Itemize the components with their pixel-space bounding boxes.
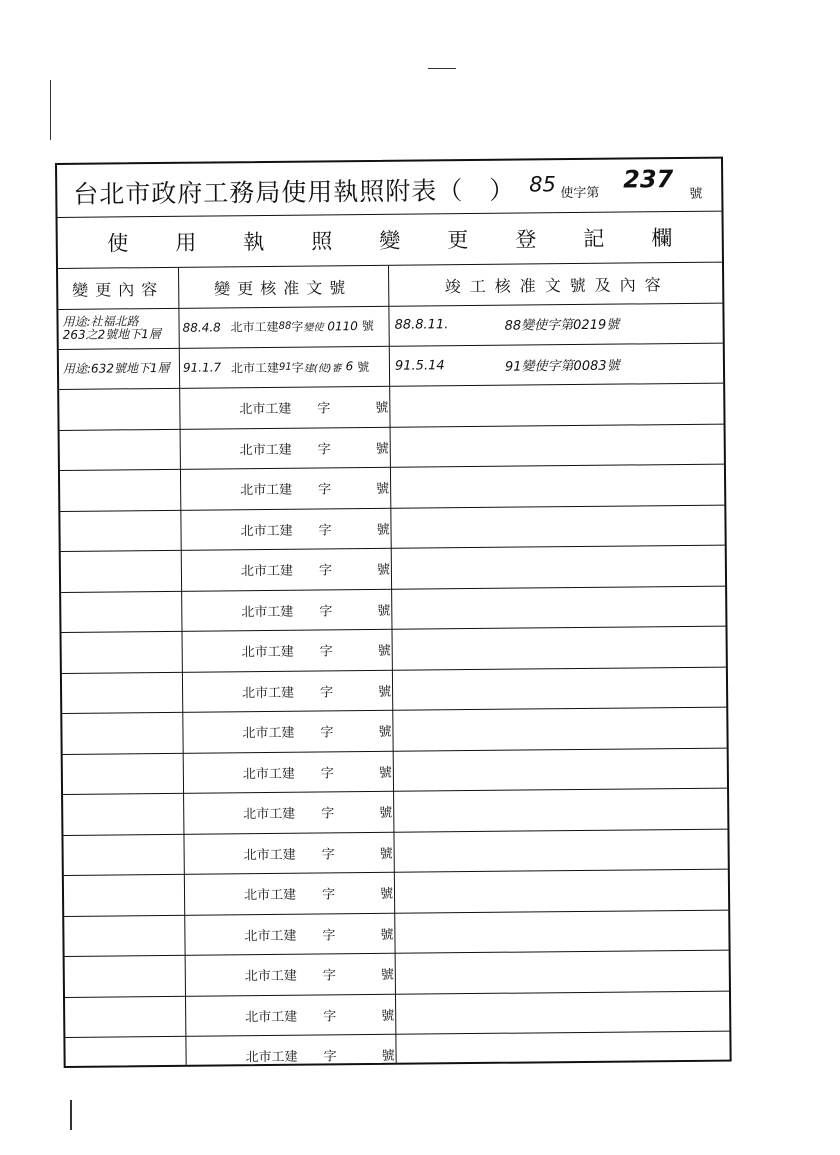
approval-date: 91.1.7 [182, 360, 222, 376]
approval-office: 北市工建 [245, 1009, 298, 1025]
approval-office: 北市工建 [240, 563, 294, 580]
scan-margin-mark [428, 68, 456, 69]
change-approval-cell [245, 994, 395, 1035]
approval-number-suffix: 號 [379, 846, 393, 862]
table-row [65, 991, 729, 1038]
change-content-cell [62, 308, 176, 349]
completion-date: 91.5.14 [394, 358, 445, 374]
approval-char: 字 [318, 523, 332, 539]
change-approval-cell [245, 1035, 395, 1076]
table-row [58, 303, 722, 350]
approval-char: 字 [321, 887, 336, 903]
banner-char: 用 [175, 230, 197, 255]
form-title-row [57, 159, 721, 218]
license-number: 237 [623, 165, 674, 194]
approval-office: 北市工建 [240, 482, 293, 499]
table-row [63, 748, 727, 795]
approval-office: 北市工建 [239, 442, 292, 458]
change-content-cell [63, 348, 177, 389]
table-row [60, 465, 724, 512]
change-approval-cell [244, 873, 394, 914]
approval-char: 字 [322, 928, 336, 944]
approval-number-suffix: 號 [375, 401, 389, 417]
table-row [59, 384, 723, 431]
change-approval-cell [239, 387, 389, 428]
approval-char: 字 [320, 725, 334, 741]
approval-office: 北市工建 [243, 847, 296, 863]
approval-char: 字 [323, 1049, 337, 1065]
approval-year-note: 91 [278, 361, 292, 373]
approval-char: 字 [320, 685, 334, 701]
header-completion-approval: 竣工核准文號及內容 [444, 274, 670, 296]
change-approval-cell [240, 427, 390, 468]
table-row [62, 667, 726, 714]
approval-number-suffix: 號 [376, 482, 390, 498]
approval-char: 字 [322, 968, 336, 984]
change-approval-cell [183, 346, 387, 387]
approval-sub-note: 變使 [303, 322, 324, 334]
completion-date: 88.8.11. [394, 317, 449, 333]
approval-office: 北市工建 [243, 806, 296, 823]
approval-doc-no: 0110 [327, 318, 358, 334]
change-approval-cell [182, 306, 386, 347]
approval-char: 字 [318, 482, 332, 498]
change-approval-cell [242, 711, 392, 752]
approval-office: 北市工建 [230, 320, 279, 335]
approval-number-suffix: 號 [378, 725, 392, 741]
change-approval-cell [241, 589, 391, 630]
banner-char: 執 [243, 229, 265, 254]
table-row [63, 789, 727, 836]
table-row [63, 829, 727, 876]
approval-number-suffix: 號 [381, 1008, 395, 1024]
license-year: 85 [529, 172, 557, 197]
change-content-line: 263之2號地下1層 [62, 326, 161, 342]
completion-content: 88變使字第0219號 [504, 317, 620, 334]
banner-char: 記 [583, 226, 605, 251]
approval-char: 字 [291, 319, 304, 334]
approval-number-suffix: 號 [375, 441, 389, 457]
license-suffix: 號 [689, 186, 703, 202]
approval-office: 北市工建 [242, 766, 295, 782]
approval-number-suffix: 號 [377, 644, 391, 660]
approval-office: 北市工建 [244, 928, 297, 944]
approval-year-note: 88 [278, 320, 292, 333]
approval-number-suffix: 號 [380, 968, 394, 984]
change-registration-banner [58, 211, 722, 269]
approval-char: 字 [319, 604, 333, 620]
approval-number-suffix: 號 [378, 765, 392, 781]
change-approval-cell [241, 549, 391, 590]
change-approval-cell [242, 630, 392, 671]
approval-doc-no: 6 [345, 359, 354, 374]
form-title: 台北市政府工務局使用執照附表（ ） [73, 175, 516, 209]
table-row [65, 1032, 729, 1078]
table-row [64, 870, 728, 917]
table-row [60, 424, 724, 471]
header-change-content: 變更內容 [72, 279, 165, 300]
banner-char: 照 [311, 228, 333, 254]
change-approval-cell [243, 832, 393, 873]
banner-char: 更 [447, 227, 469, 252]
banner-char: 欄 [651, 225, 673, 250]
approval-office: 北市工建 [240, 523, 293, 539]
approval-number-suffix: 號 [380, 927, 394, 943]
approval-number-suffix: 號 [357, 359, 370, 374]
approval-char: 字 [321, 806, 335, 822]
change-approval-cell [240, 508, 390, 549]
change-approval-cell [243, 792, 393, 833]
approval-char: 字 [321, 847, 335, 863]
approval-office: 北市工建 [239, 401, 292, 418]
header-change-approval: 變更核准文號 [214, 277, 353, 298]
approval-char: 字 [318, 563, 333, 579]
change-content-line: 用途:632號地下1層 [62, 360, 170, 376]
table-row [65, 951, 729, 998]
completion-cell [394, 303, 724, 346]
change-approval-cell [244, 913, 394, 954]
approval-date: 88.4.8 [182, 320, 221, 335]
approval-office: 北市工建 [230, 360, 280, 376]
table-row [62, 627, 726, 674]
approval-number-suffix: 號 [379, 887, 394, 903]
approval-number-suffix: 號 [378, 684, 392, 700]
approval-number-suffix: 號 [376, 522, 390, 538]
change-approval-cell [245, 954, 395, 995]
banner-char: 變 [379, 228, 401, 253]
approval-char: 字 [320, 766, 334, 782]
completion-cell [395, 343, 725, 386]
approval-char: 字 [317, 442, 331, 458]
license-attachment-form [55, 157, 732, 1068]
approval-number-suffix: 號 [377, 603, 391, 619]
approval-office: 北市工建 [241, 644, 294, 661]
approval-number-suffix: 號 [379, 806, 393, 822]
table-row [61, 586, 725, 633]
approval-office: 北市工建 [242, 685, 295, 701]
approval-sub-note: 建(使)審 [303, 363, 342, 375]
table-row [61, 546, 725, 593]
approval-office: 北市工建 [242, 725, 295, 742]
table-row [59, 343, 723, 390]
approval-office: 北市工建 [245, 1049, 298, 1066]
approval-office: 北市工建 [243, 887, 297, 904]
approval-office: 北市工建 [241, 604, 294, 620]
registration-rows [58, 303, 729, 1078]
approval-char: 字 [291, 360, 304, 375]
license-word: 使字第 [560, 185, 600, 202]
banner-char: 登 [515, 226, 537, 252]
approval-number-suffix: 號 [376, 563, 391, 579]
approval-char: 字 [317, 401, 331, 417]
scan-margin-mark [70, 1100, 72, 1130]
completion-content: 91變使字第0083號 [504, 358, 620, 375]
approval-char: 字 [319, 644, 333, 660]
table-row [62, 708, 726, 755]
change-approval-cell [243, 751, 393, 792]
table-row [64, 910, 728, 957]
approval-office: 北市工建 [244, 968, 297, 985]
change-content-line: 用途:社福北路 [62, 313, 139, 329]
change-approval-cell [242, 670, 392, 711]
approval-char: 字 [323, 1009, 337, 1025]
approval-number-suffix: 號 [381, 1049, 395, 1065]
table-row [60, 505, 724, 552]
scan-margin-mark [50, 80, 51, 140]
banner-char: 使 [107, 230, 129, 256]
change-approval-cell [240, 468, 390, 509]
approval-number-suffix: 號 [361, 319, 374, 334]
